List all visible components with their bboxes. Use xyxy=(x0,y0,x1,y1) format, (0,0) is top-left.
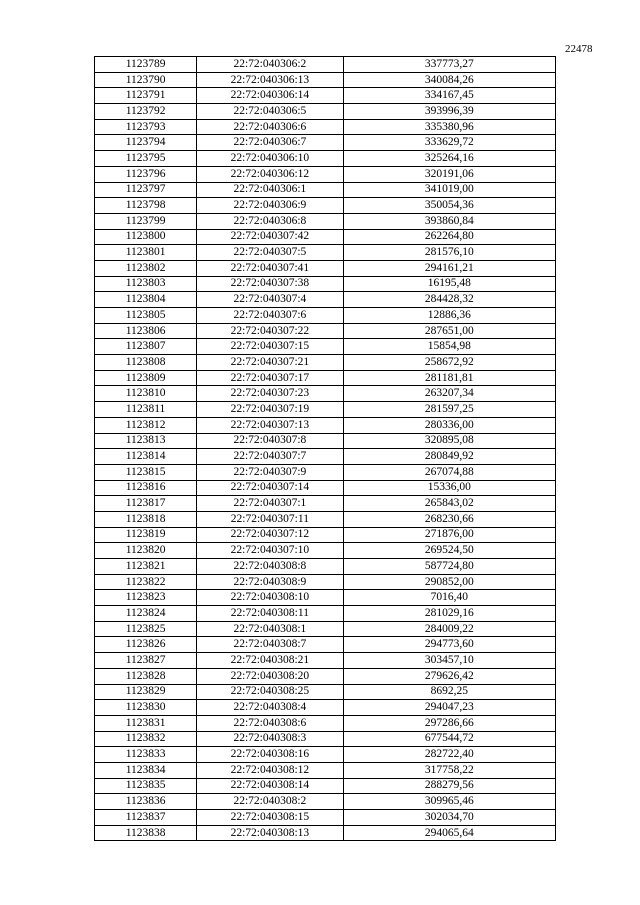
cadastral-number-cell: 22:72:040308:16 xyxy=(197,747,343,763)
value-cell: 340084,26 xyxy=(343,72,555,88)
table-body xyxy=(95,57,556,841)
table-row xyxy=(95,621,556,637)
table-row xyxy=(95,496,556,512)
value-cell: 262264,80 xyxy=(343,229,555,245)
record-number-cell: 1123801 xyxy=(95,245,197,261)
value-cell: 12886,36 xyxy=(343,308,555,324)
value-cell: 281597,25 xyxy=(343,402,555,418)
record-number-cell: 1123829 xyxy=(95,684,197,700)
record-number-cell: 1123823 xyxy=(95,590,197,606)
record-number-cell: 1123809 xyxy=(95,370,197,386)
record-number-cell: 1123798 xyxy=(95,198,197,214)
record-number-cell: 1123835 xyxy=(95,778,197,794)
record-number-cell: 1123805 xyxy=(95,308,197,324)
record-number-cell: 1123838 xyxy=(95,825,197,841)
table-row xyxy=(95,543,556,559)
value-cell: 334167,45 xyxy=(343,88,555,104)
table-row xyxy=(95,370,556,386)
table-row xyxy=(95,778,556,794)
cadastral-number-cell: 22:72:040306:1 xyxy=(197,182,343,198)
table-row xyxy=(95,731,556,747)
table-row xyxy=(95,151,556,167)
table-row xyxy=(95,527,556,543)
table-row xyxy=(95,57,556,73)
cadastral-number-cell: 22:72:040308:6 xyxy=(197,715,343,731)
table-row xyxy=(95,182,556,198)
cadastral-number-cell: 22:72:040306:14 xyxy=(197,88,343,104)
record-number-cell: 1123802 xyxy=(95,260,197,276)
value-cell: 282722,40 xyxy=(343,747,555,763)
value-cell: 287651,00 xyxy=(343,323,555,339)
table-row xyxy=(95,464,556,480)
table-row xyxy=(95,511,556,527)
cadastral-number-cell: 22:72:040308:4 xyxy=(197,700,343,716)
record-number-cell: 1123820 xyxy=(95,543,197,559)
record-number-cell: 1123825 xyxy=(95,621,197,637)
cadastral-number-cell: 22:72:040307:4 xyxy=(197,292,343,308)
record-number-cell: 1123796 xyxy=(95,166,197,182)
cadastral-number-cell: 22:72:040308:15 xyxy=(197,810,343,826)
page-number: 22478 xyxy=(565,43,593,55)
cadastral-number-cell: 22:72:040308:12 xyxy=(197,762,343,778)
cadastral-number-cell: 22:72:040307:22 xyxy=(197,323,343,339)
cadastral-number-cell: 22:72:040306:7 xyxy=(197,135,343,151)
cadastral-number-cell: 22:72:040307:17 xyxy=(197,370,343,386)
record-number-cell: 1123818 xyxy=(95,511,197,527)
value-cell: 284009,22 xyxy=(343,621,555,637)
table-row xyxy=(95,323,556,339)
cadastral-number-cell: 22:72:040308:8 xyxy=(197,559,343,575)
record-number-cell: 1123814 xyxy=(95,449,197,465)
record-number-cell: 1123804 xyxy=(95,292,197,308)
value-cell: 258672,92 xyxy=(343,355,555,371)
record-number-cell: 1123828 xyxy=(95,668,197,684)
record-number-cell: 1123811 xyxy=(95,402,197,418)
value-cell: 587724,80 xyxy=(343,559,555,575)
table-row xyxy=(95,229,556,245)
cadastral-number-cell: 22:72:040307:9 xyxy=(197,464,343,480)
cadastral-number-cell: 22:72:040307:7 xyxy=(197,449,343,465)
table-row xyxy=(95,637,556,653)
value-cell: 294773,60 xyxy=(343,637,555,653)
record-number-cell: 1123834 xyxy=(95,762,197,778)
record-number-cell: 1123794 xyxy=(95,135,197,151)
cadastral-number-cell: 22:72:040307:1 xyxy=(197,496,343,512)
table-row xyxy=(95,213,556,229)
cadastral-number-cell: 22:72:040308:25 xyxy=(197,684,343,700)
value-cell: 320191,06 xyxy=(343,166,555,182)
value-cell: 333629,72 xyxy=(343,135,555,151)
value-cell: 320895,08 xyxy=(343,433,555,449)
value-cell: 294047,23 xyxy=(343,700,555,716)
cadastral-number-cell: 22:72:040308:11 xyxy=(197,606,343,622)
cadastral-number-cell: 22:72:040308:13 xyxy=(197,825,343,841)
cadastral-number-cell: 22:72:040307:38 xyxy=(197,276,343,292)
value-cell: 279626,42 xyxy=(343,668,555,684)
cadastral-number-cell: 22:72:040308:7 xyxy=(197,637,343,653)
record-number-cell: 1123799 xyxy=(95,213,197,229)
cadastral-number-cell: 22:72:040306:8 xyxy=(197,213,343,229)
cadastral-number-cell: 22:72:040306:5 xyxy=(197,104,343,120)
record-number-cell: 1123836 xyxy=(95,794,197,810)
table-row xyxy=(95,684,556,700)
value-cell: 8692,25 xyxy=(343,684,555,700)
cadastral-number-cell: 22:72:040307:13 xyxy=(197,417,343,433)
value-cell: 280849,92 xyxy=(343,449,555,465)
record-number-cell: 1123824 xyxy=(95,606,197,622)
value-cell: 267074,88 xyxy=(343,464,555,480)
value-cell: 302034,70 xyxy=(343,810,555,826)
value-cell: 280336,00 xyxy=(343,417,555,433)
table-row xyxy=(95,606,556,622)
cadastral-number-cell: 22:72:040308:1 xyxy=(197,621,343,637)
value-cell: 7016,40 xyxy=(343,590,555,606)
record-number-cell: 1123830 xyxy=(95,700,197,716)
table-row xyxy=(95,668,556,684)
record-number-cell: 1123806 xyxy=(95,323,197,339)
cadastral-number-cell: 22:72:040307:15 xyxy=(197,339,343,355)
record-number-cell: 1123791 xyxy=(95,88,197,104)
table-row xyxy=(95,276,556,292)
table-row xyxy=(95,135,556,151)
cadastral-number-cell: 22:72:040308:3 xyxy=(197,731,343,747)
record-number-cell: 1123790 xyxy=(95,72,197,88)
record-number-cell: 1123832 xyxy=(95,731,197,747)
table-row xyxy=(95,386,556,402)
record-number-cell: 1123800 xyxy=(95,229,197,245)
table-row xyxy=(95,747,556,763)
record-number-cell: 1123813 xyxy=(95,433,197,449)
cadastral-number-cell: 22:72:040306:10 xyxy=(197,151,343,167)
cadastral-number-cell: 22:72:040307:42 xyxy=(197,229,343,245)
table-row xyxy=(95,355,556,371)
record-number-cell: 1123822 xyxy=(95,574,197,590)
table-row xyxy=(95,762,556,778)
record-number-cell: 1123810 xyxy=(95,386,197,402)
cadastral-number-cell: 22:72:040308:14 xyxy=(197,778,343,794)
record-number-cell: 1123827 xyxy=(95,653,197,669)
record-number-cell: 1123812 xyxy=(95,417,197,433)
value-cell: 317758,22 xyxy=(343,762,555,778)
table-row xyxy=(95,590,556,606)
record-number-cell: 1123807 xyxy=(95,339,197,355)
value-cell: 288279,56 xyxy=(343,778,555,794)
table-row xyxy=(95,794,556,810)
cadastral-number-cell: 22:72:040307:11 xyxy=(197,511,343,527)
cadastral-number-cell: 22:72:040307:19 xyxy=(197,402,343,418)
table-row xyxy=(95,480,556,496)
cadastral-number-cell: 22:72:040306:2 xyxy=(197,57,343,73)
value-cell: 265843,02 xyxy=(343,496,555,512)
record-number-cell: 1123793 xyxy=(95,119,197,135)
value-cell: 290852,00 xyxy=(343,574,555,590)
record-number-cell: 1123803 xyxy=(95,276,197,292)
table-row xyxy=(95,166,556,182)
record-number-cell: 1123831 xyxy=(95,715,197,731)
cadastral-number-cell: 22:72:040308:20 xyxy=(197,668,343,684)
value-cell: 294065,64 xyxy=(343,825,555,841)
table-row xyxy=(95,417,556,433)
record-number-cell: 1123816 xyxy=(95,480,197,496)
cadastral-number-cell: 22:72:040307:5 xyxy=(197,245,343,261)
value-cell: 269524,50 xyxy=(343,543,555,559)
record-number-cell: 1123808 xyxy=(95,355,197,371)
record-number-cell: 1123817 xyxy=(95,496,197,512)
cadastral-number-cell: 22:72:040307:14 xyxy=(197,480,343,496)
value-cell: 268230,66 xyxy=(343,511,555,527)
record-number-cell: 1123815 xyxy=(95,464,197,480)
value-cell: 393996,39 xyxy=(343,104,555,120)
value-cell: 16195,48 xyxy=(343,276,555,292)
table-row xyxy=(95,198,556,214)
cadastral-number-cell: 22:72:040306:13 xyxy=(197,72,343,88)
table-row xyxy=(95,449,556,465)
cadastral-number-cell: 22:72:040307:23 xyxy=(197,386,343,402)
table-row xyxy=(95,559,556,575)
table-row xyxy=(95,653,556,669)
value-cell: 325264,16 xyxy=(343,151,555,167)
table-row xyxy=(95,715,556,731)
value-cell: 297286,66 xyxy=(343,715,555,731)
cadastral-number-cell: 22:72:040307:41 xyxy=(197,260,343,276)
record-number-cell: 1123821 xyxy=(95,559,197,575)
value-cell: 281181,81 xyxy=(343,370,555,386)
value-cell: 335380,96 xyxy=(343,119,555,135)
cadastral-number-cell: 22:72:040308:21 xyxy=(197,653,343,669)
record-number-cell: 1123819 xyxy=(95,527,197,543)
table-row xyxy=(95,72,556,88)
record-number-cell: 1123826 xyxy=(95,637,197,653)
value-cell: 15336,00 xyxy=(343,480,555,496)
table-row xyxy=(95,308,556,324)
record-number-cell: 1123792 xyxy=(95,104,197,120)
value-cell: 281029,16 xyxy=(343,606,555,622)
cadastral-number-cell: 22:72:040307:10 xyxy=(197,543,343,559)
table-row xyxy=(95,574,556,590)
value-cell: 337773,27 xyxy=(343,57,555,73)
table-row xyxy=(95,339,556,355)
cadastral-number-cell: 22:72:040307:6 xyxy=(197,308,343,324)
cadastral-number-cell: 22:72:040308:9 xyxy=(197,574,343,590)
cadastral-number-cell: 22:72:040306:9 xyxy=(197,198,343,214)
value-cell: 350054,36 xyxy=(343,198,555,214)
record-number-cell: 1123833 xyxy=(95,747,197,763)
value-cell: 271876,00 xyxy=(343,527,555,543)
table-row xyxy=(95,433,556,449)
value-cell: 341019,00 xyxy=(343,182,555,198)
value-cell: 284428,32 xyxy=(343,292,555,308)
cadastral-number-cell: 22:72:040307:12 xyxy=(197,527,343,543)
value-cell: 281576,10 xyxy=(343,245,555,261)
record-number-cell: 1123797 xyxy=(95,182,197,198)
cadastral-number-cell: 22:72:040307:21 xyxy=(197,355,343,371)
cadastral-number-cell: 22:72:040306:12 xyxy=(197,166,343,182)
value-cell: 677544,72 xyxy=(343,731,555,747)
value-cell: 309965,46 xyxy=(343,794,555,810)
table-row xyxy=(95,402,556,418)
cadastral-number-cell: 22:72:040308:10 xyxy=(197,590,343,606)
table-row xyxy=(95,260,556,276)
value-cell: 393860,84 xyxy=(343,213,555,229)
value-cell: 303457,10 xyxy=(343,653,555,669)
value-cell: 263207,34 xyxy=(343,386,555,402)
table-row xyxy=(95,119,556,135)
table-row xyxy=(95,825,556,841)
cadastral-number-cell: 22:72:040308:2 xyxy=(197,794,343,810)
table-row xyxy=(95,104,556,120)
value-cell: 15854,98 xyxy=(343,339,555,355)
record-number-cell: 1123789 xyxy=(95,57,197,73)
data-table xyxy=(94,56,556,841)
table-row xyxy=(95,88,556,104)
record-number-cell: 1123795 xyxy=(95,151,197,167)
cadastral-number-cell: 22:72:040306:6 xyxy=(197,119,343,135)
table-row xyxy=(95,810,556,826)
cadastral-number-cell: 22:72:040307:8 xyxy=(197,433,343,449)
value-cell: 294161,21 xyxy=(343,260,555,276)
record-number-cell: 1123837 xyxy=(95,810,197,826)
table-row xyxy=(95,245,556,261)
table-row xyxy=(95,292,556,308)
table-row xyxy=(95,700,556,716)
